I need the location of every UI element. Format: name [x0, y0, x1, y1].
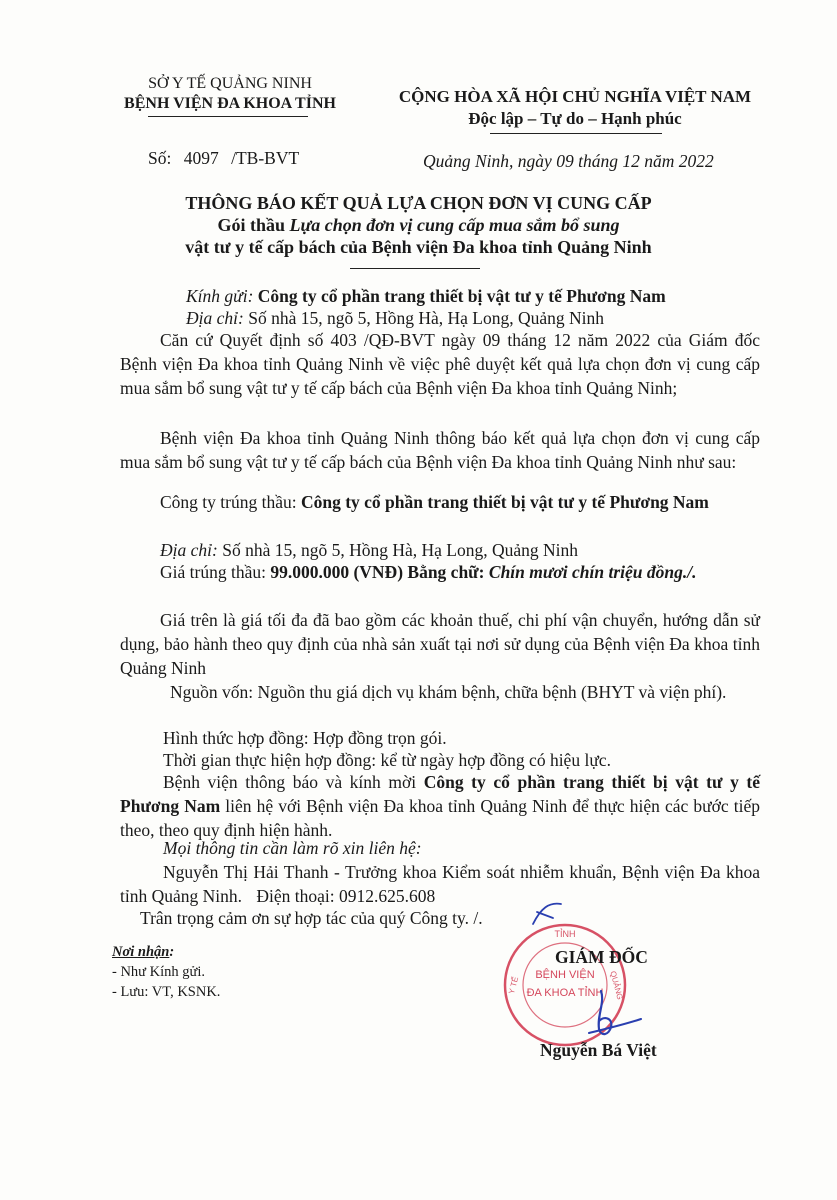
winner-address: Địa chỉ: Số nhà 15, ngõ 5, Hồng Hà, Hạ Long, Quảng Ninh: [160, 540, 579, 560]
motto: Độc lập – Tự do – Hạnh phúc: [468, 109, 682, 128]
stamp-side-right: QUẢNG: [608, 970, 625, 1001]
initial-mark: [527, 898, 567, 928]
header-national: [385, 86, 765, 130]
recipient-address: Địa chỉ: Số nhà 15, ngõ 5, Hồng Hà, Hạ Long, Quảng Ninh: [186, 308, 605, 328]
title-line-1: THÔNG BÁO KẾT QUẢ LỰA CHỌN ĐƠN VỊ CUNG CẤP: [185, 193, 652, 213]
contract-time: Thời gian thực hiện hợp đồng: kể từ ngày hợp đồng có hiệu lực.: [163, 750, 611, 770]
thanks-line: Trân trọng cảm ơn sự hợp tác của quý Công ty. /.: [140, 908, 483, 928]
basis-paragraph: Căn cứ Quyết định số 403 /QĐ-BVT ngày 09 tháng 12 năm 2022 của Giám đốc Bệnh viện Đa khoa tỉnh Quảng Ninh về việc phê duyệt kết quả lựa chọn đơn vị cung cấp mua sắm bổ sung vật tư y tế cấp bách của Bệnh viện Đa khoa tỉnh Quảng Ninh;: [120, 330, 760, 398]
header-organization: [95, 74, 365, 114]
notice-paragraph: Bệnh viện Đa khoa tỉnh Quảng Ninh thông báo kết quả lựa chọn đơn vị cung cấp mua sắm bổ sung vật tư y tế cấp bách của Bệnh viện Đa khoa tỉnh Quảng Ninh như sau:: [120, 428, 760, 472]
document-number: Số: 4097 /TB-BVT: [148, 148, 300, 168]
org-name: BỆNH VIỆN ĐA KHOA TỈNH: [124, 95, 336, 112]
org-parent: SỞ Y TẾ QUẢNG NINH: [148, 75, 312, 92]
stamp-side-left: Y TẾ: [506, 975, 521, 995]
price-note-paragraph: Giá trên là giá tối đa đã bao gồm các khoản thuế, chi phí vận chuyển, hướng dẫn sử dụng, bảo hành theo quy định của nhà sản xuất tại nơi sử dụng của Bệnh viện Đa khoa tỉnh Quảng Ninh: [120, 610, 760, 678]
winner-company: Công ty trúng thầu: Công ty cổ phần trang thiết bị vật tư y tế Phương Nam: [160, 492, 709, 512]
document-title: [60, 192, 777, 258]
country-name: CỘNG HÒA XÃ HỘI CHỦ NGHĨA VIỆT NAM: [398, 87, 752, 106]
winning-price: Giá trúng thầu: 99.000.000 (VNĐ) Bằng chữ: Chín mươi chín triệu đồng./.: [160, 562, 697, 582]
contract-form: Hình thức hợp đồng: Hợp đồng trọn gói.: [163, 728, 447, 748]
title-line-3: vật tư y tế cấp bách của Bệnh viện Đa khoa tỉnh Quảng Ninh: [185, 237, 652, 257]
place-date: Quảng Ninh, ngày 09 tháng 12 năm 2022: [423, 151, 714, 171]
title-line-2: Gói thầu Lựa chọn đơn vị cung cấp mua sắm bổ sung: [217, 215, 620, 235]
contact-person: Nguyễn Thị Hải Thanh - Trưởng khoa Kiểm soát nhiễm khuẩn, Bệnh viện Đa khoa tỉnh Quảng Ninh. Điện thoại: 0912.625.608: [120, 862, 760, 906]
funding-paragraph: Nguồn vốn: Nguồn thu giá dịch vụ khám bệnh, chữa bệnh (BHYT và viện phí).: [170, 682, 727, 702]
title-underline: [350, 268, 480, 269]
recipient-item: - Lưu: VT, KSNK.: [112, 984, 221, 1000]
contact-intro: Mọi thông tin cần làm rõ xin liên hệ:: [163, 838, 422, 858]
motto-underline: [490, 133, 662, 134]
signer-name: Nguyễn Bá Việt: [540, 1040, 657, 1060]
recipient: Kính gửi: Công ty cổ phần trang thiết bị vật tư y tế Phương Nam: [186, 286, 666, 306]
stamp-line-2: ĐA KHOA TỈNH: [526, 987, 604, 999]
org-underline: [148, 116, 308, 117]
stamp-line-1: BỆNH VIỆN: [535, 969, 595, 981]
signer-title: GIÁM ĐỐC: [555, 947, 648, 967]
recipient-item: - Như Kính gửi.: [112, 964, 206, 980]
recipients-block: [112, 942, 220, 1002]
invite-paragraph: Bệnh viện thông báo và kính mời Công ty cổ phần trang thiết bị vật tư y tế Phương Nam liên hệ với Bệnh viện Đa khoa tỉnh Quảng Ninh để thực hiện các bước tiếp theo, theo quy định hiện hành.: [120, 772, 761, 840]
handwritten-signature: [575, 985, 655, 1045]
recipients-label: Nơi nhận:: [112, 944, 175, 960]
stamp-top-text: TỈNH: [554, 929, 576, 939]
